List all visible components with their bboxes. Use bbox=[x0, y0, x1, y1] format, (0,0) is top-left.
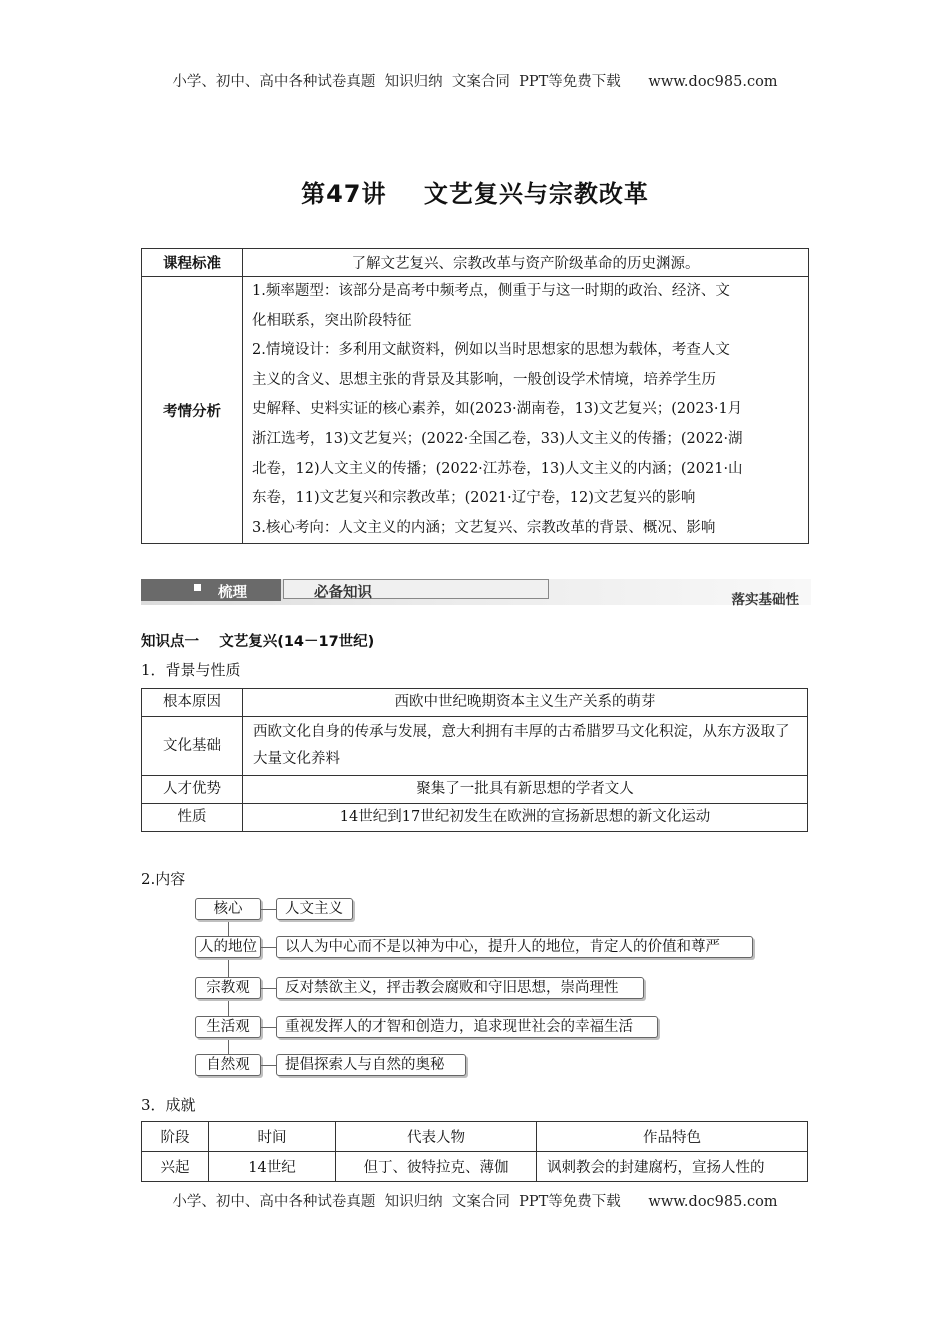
achievements-table bbox=[141, 1121, 808, 1182]
table-row bbox=[142, 1152, 808, 1182]
connector-line bbox=[261, 1065, 276, 1066]
connector-line bbox=[261, 909, 276, 910]
diagram-value-life: 重视发挥人的才智和创造力，追求现世社会的幸福生活 bbox=[276, 1016, 658, 1038]
connector-line bbox=[261, 1027, 276, 1028]
analysis-key: 考情分析 bbox=[142, 277, 243, 544]
banner-subtitle: 必备知识 bbox=[314, 585, 372, 601]
banner-tab bbox=[141, 579, 281, 601]
standards-value: 了解文艺复兴、宗教改革与资产阶级革命的历史渊源。 bbox=[243, 249, 809, 277]
row-key: 人才优势 bbox=[142, 776, 243, 804]
table-row bbox=[142, 689, 808, 717]
standards-table bbox=[141, 248, 809, 544]
column-header: 作品特色 bbox=[537, 1122, 808, 1152]
row-value: 聚集了一批具有新思想的学者文人 bbox=[243, 776, 808, 804]
row-key: 文化基础 bbox=[142, 717, 243, 776]
analysis-line: 史解释、史料实证的核心素养，如(2023·湖南卷，13)文艺复兴；(2023·1月 bbox=[252, 401, 743, 418]
diagram-key-core: 核心 bbox=[195, 898, 261, 920]
analysis-line: 3.核心考向：人文主义的内涵；文艺复兴、宗教改革的背景、概况、影响 bbox=[252, 519, 716, 536]
table-cell: 讽刺教会的封建腐朽，宣扬人性的 bbox=[537, 1152, 808, 1182]
connector-line bbox=[261, 947, 276, 948]
background-heading: 1．背景与性质 bbox=[141, 661, 241, 679]
diagram-value-human: 以人为中心而不是以神为中心，提升人的地位，肯定人的价值和尊严 bbox=[276, 936, 753, 958]
table-row bbox=[142, 776, 808, 804]
row-key: 根本原因 bbox=[142, 689, 243, 717]
diagram-key-religion: 宗教观 bbox=[195, 977, 261, 999]
analysis-line: 主义的含义、思想主张的背景及其影响，一般创设学术情境，培养学生历 bbox=[252, 371, 716, 388]
column-header: 阶段 bbox=[142, 1122, 209, 1152]
table-row bbox=[142, 717, 808, 776]
table-cell: 但丁、彼特拉克、薄伽 bbox=[336, 1152, 537, 1182]
page-header: 小学、初中、高中各种试卷真题 知识归纳 文案合同 PPT等免费下载 www.doc985.com bbox=[172, 74, 778, 90]
row-value: 西欧中世纪晚期资本主义生产关系的萌芽 bbox=[243, 689, 808, 717]
table-header-row bbox=[142, 1122, 808, 1152]
banner-subtitle-box bbox=[283, 579, 549, 599]
diagram-value-core: 人文主义 bbox=[276, 898, 353, 920]
diagram-value-religion: 反对禁欲主义，抨击教会腐败和守旧思想，崇尚理性 bbox=[276, 977, 644, 999]
diagram-value-nature: 提倡探索人与自然的奥秘 bbox=[276, 1054, 466, 1076]
row-key: 性质 bbox=[142, 804, 243, 832]
analysis-line: 东卷，11)文艺复兴和宗教改革；(2021·辽宁卷，12)文艺复兴的影响 bbox=[252, 490, 696, 507]
analysis-line: 北卷，12)人文主义的传播；(2022·江苏卷，13)人文主义的内涵；(2021·山 bbox=[252, 460, 743, 477]
square-bullet-icon bbox=[194, 584, 201, 591]
analysis-line: 化相联系，突出阶段特征 bbox=[252, 312, 412, 329]
background-table bbox=[141, 688, 808, 832]
analysis-line: 2.情境设计：多利用文献资料，例如以当时思想家的思想为载体，考查人文 bbox=[252, 342, 730, 359]
analysis-value bbox=[243, 277, 809, 544]
diagram-key-human: 人的地位 bbox=[195, 936, 261, 958]
analysis-line: 1.频率题型：该部分是高考中频考点，侧重于与这一时期的政治、经济、文 bbox=[252, 283, 730, 299]
row-value: 西欧文化自身的传承与发展，意大利拥有丰厚的古希腊罗马文化积淀，从东方汲取了大量文化养料 bbox=[243, 717, 808, 776]
column-header: 时间 bbox=[209, 1122, 336, 1152]
analysis-line: 浙江选考，13)文艺复兴；(2022·全国乙卷，33)人文主义的传播；(2022·湖 bbox=[252, 430, 743, 447]
table-row bbox=[142, 804, 808, 832]
standards-key: 课程标准 bbox=[142, 249, 243, 277]
table-row bbox=[142, 277, 809, 544]
diagram-key-nature: 自然观 bbox=[195, 1054, 261, 1076]
section-title: 知识点一 文艺复兴(14－17世纪) bbox=[141, 634, 375, 650]
table-row bbox=[142, 249, 809, 277]
row-value: 14世纪到17世纪初发生在欧洲的宣扬新思想的新文化运动 bbox=[243, 804, 808, 832]
connector-line bbox=[261, 988, 276, 989]
table-cell: 兴起 bbox=[142, 1152, 209, 1182]
content-heading: 2.内容 bbox=[141, 870, 186, 888]
diagram-key-life: 生活观 bbox=[195, 1016, 261, 1038]
page-title: 第47讲 文艺复兴与宗教改革 bbox=[301, 180, 649, 208]
banner-right-label: 落实基础性 bbox=[731, 592, 799, 608]
column-header: 代表人物 bbox=[336, 1122, 537, 1152]
section-banner bbox=[141, 579, 811, 608]
page-footer: 小学、初中、高中各种试卷真题 知识归纳 文案合同 PPT等免费下载 www.doc985.com bbox=[172, 1194, 778, 1210]
table-cell: 14世纪 bbox=[209, 1152, 336, 1182]
banner-tab-label: 梳理 bbox=[218, 585, 247, 601]
achievements-heading: 3．成就 bbox=[141, 1096, 196, 1114]
